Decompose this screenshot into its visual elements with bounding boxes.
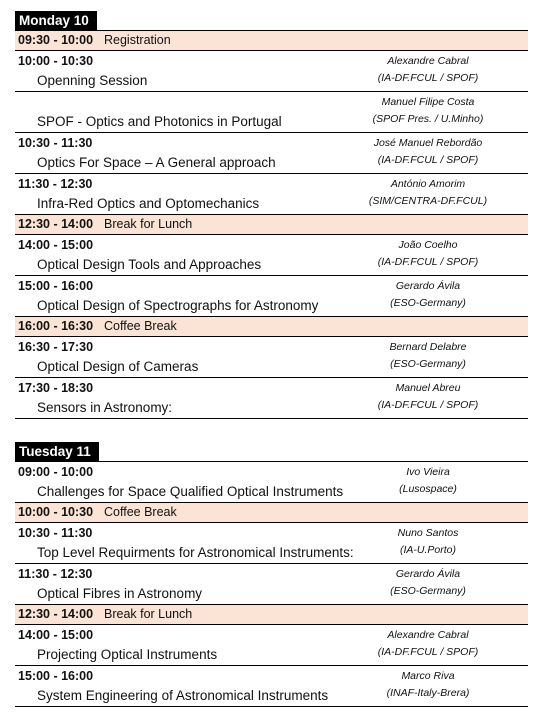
schedule-row xyxy=(15,51,528,92)
row-time: 14:00 - 15:00 xyxy=(18,628,94,642)
day-header: Tuesday 11 xyxy=(15,442,99,461)
talk-title: Optical Fibres in Astronomy xyxy=(37,586,203,601)
schedule-row xyxy=(15,133,528,174)
talk-title: Projecting Optical Instruments xyxy=(37,647,218,662)
speaker-block xyxy=(348,278,508,312)
break-label: Break for Lunch xyxy=(104,607,193,621)
schedule-row-break xyxy=(15,31,528,51)
talk-title: Sensors in Astronomy: xyxy=(37,400,173,415)
speaker-affiliation: (SIM/CENTRA-DF.FCUL) xyxy=(368,195,488,207)
schedule-row xyxy=(15,337,528,378)
talk-title: Openning Session xyxy=(37,73,148,88)
speaker-affiliation: (IA-DF.FCUL / SPOF) xyxy=(377,646,479,658)
speaker-name: Nuno Santos xyxy=(397,527,459,539)
speaker-name: Alexandre Cabral xyxy=(387,55,469,67)
schedule-row xyxy=(15,235,528,276)
speaker-block xyxy=(348,566,508,600)
schedule-row-break xyxy=(15,503,528,523)
schedule-row xyxy=(15,625,528,666)
schedule-list xyxy=(15,31,528,419)
talk-title: SPOF - Optics and Photonics in Portugal xyxy=(37,114,282,129)
schedule-list xyxy=(15,462,528,707)
row-time: 16:30 - 17:30 xyxy=(18,340,94,354)
speaker-name: José Manuel Rebordão xyxy=(373,137,483,149)
speaker-block xyxy=(348,627,508,661)
schedule-row xyxy=(15,378,528,419)
speaker-name: João Coelho xyxy=(398,239,458,251)
row-time: 09:30 - 10:00 xyxy=(18,33,94,47)
row-time: 12:30 - 14:00 xyxy=(18,607,94,621)
speaker-block xyxy=(348,53,508,87)
speaker-name: Bernard Delabre xyxy=(389,341,467,353)
speaker-affiliation: (IA-DF.FCUL / SPOF) xyxy=(377,256,479,268)
day-header: Monday 10 xyxy=(15,11,97,30)
speaker-block xyxy=(348,135,508,169)
speaker-block xyxy=(348,94,508,128)
row-time: 11:30 - 12:30 xyxy=(18,567,93,581)
row-time: 10:00 - 10:30 xyxy=(18,54,94,68)
row-time: 10:30 - 11:30 xyxy=(18,526,93,540)
talk-title: Optical Design Tools and Approaches xyxy=(37,257,262,272)
row-time: 15:00 - 16:00 xyxy=(18,279,94,293)
talk-title: Infra-Red Optics and Optomechanics xyxy=(37,196,260,211)
row-time: 11:30 - 12:30 xyxy=(18,177,93,191)
speaker-affiliation: (ESO-Germany) xyxy=(390,297,466,309)
talk-title: Optics For Space – A General approach xyxy=(37,155,276,170)
schedule-row xyxy=(15,666,528,707)
row-time: 14:00 - 15:00 xyxy=(18,238,94,252)
schedule-row xyxy=(15,564,528,605)
speaker-affiliation: (IA-U.Porto) xyxy=(399,544,456,556)
speaker-block xyxy=(348,176,508,210)
talk-title: Challenges for Space Qualified Optical Instruments xyxy=(37,484,344,499)
schedule-row-break xyxy=(15,605,528,625)
speaker-name: Gerardo Ávila xyxy=(395,568,461,580)
talk-title: System Engineering of Astronomical Instruments xyxy=(37,688,329,703)
talk-title: Top Level Requirments for Astronomical Instruments: xyxy=(37,545,354,560)
break-label: Registration xyxy=(104,33,171,47)
schedule-row xyxy=(15,174,528,215)
speaker-block xyxy=(348,464,508,498)
speaker-name: António Amorim xyxy=(390,178,466,190)
schedule-row xyxy=(15,276,528,317)
speaker-name: Ivo Vieira xyxy=(406,466,450,478)
talk-title: Optical Design of Cameras xyxy=(37,359,199,374)
speaker-name: Marco Riva xyxy=(401,670,455,682)
row-time: 17:30 - 18:30 xyxy=(18,381,94,395)
day-monday xyxy=(15,11,528,419)
speaker-name: Manuel Abreu xyxy=(395,382,461,394)
schedule-row-break xyxy=(15,317,528,337)
talk-title: Optical Design of Spectrographs for Astronomy xyxy=(37,298,319,313)
row-time: 10:00 - 10:30 xyxy=(18,505,94,519)
speaker-affiliation: (ESO-Germany) xyxy=(390,585,466,597)
speaker-block xyxy=(348,237,508,271)
speaker-name: Manuel Filipe Costa xyxy=(381,96,475,108)
schedule-row-break xyxy=(15,215,528,235)
schedule-row xyxy=(15,462,528,503)
speaker-affiliation: (IA-DF.FCUL / SPOF) xyxy=(377,399,479,411)
row-time: 16:00 - 16:30 xyxy=(18,319,94,333)
speaker-affiliation: (INAF-Italy-Brera) xyxy=(386,687,470,699)
speaker-block xyxy=(348,339,508,373)
speaker-name: Gerardo Ávila xyxy=(395,280,461,292)
speaker-block xyxy=(348,380,508,414)
speaker-block xyxy=(348,668,508,702)
row-time: 12:30 - 14:00 xyxy=(18,217,94,231)
speaker-affiliation: (IA-DF.FCUL / SPOF) xyxy=(377,72,479,84)
schedule-row xyxy=(15,523,528,564)
speaker-affiliation: (ESO-Germany) xyxy=(390,358,466,370)
speaker-name: Alexandre Cabral xyxy=(387,629,469,641)
row-time: 15:00 - 16:00 xyxy=(18,669,94,683)
speaker-affiliation: (SPOF Pres. / U.Minho) xyxy=(372,113,484,125)
break-label: Coffee Break xyxy=(104,505,177,519)
row-time: 09:00 - 10:00 xyxy=(18,465,94,479)
break-label: Coffee Break xyxy=(104,319,177,333)
day-tuesday xyxy=(15,442,528,707)
row-time: 10:30 - 11:30 xyxy=(18,136,93,150)
speaker-affiliation: (Lusospace) xyxy=(399,483,457,495)
speaker-block xyxy=(348,525,508,559)
schedule-row xyxy=(15,92,528,133)
break-label: Break for Lunch xyxy=(104,217,193,231)
speaker-affiliation: (IA-DF.FCUL / SPOF) xyxy=(377,154,479,166)
